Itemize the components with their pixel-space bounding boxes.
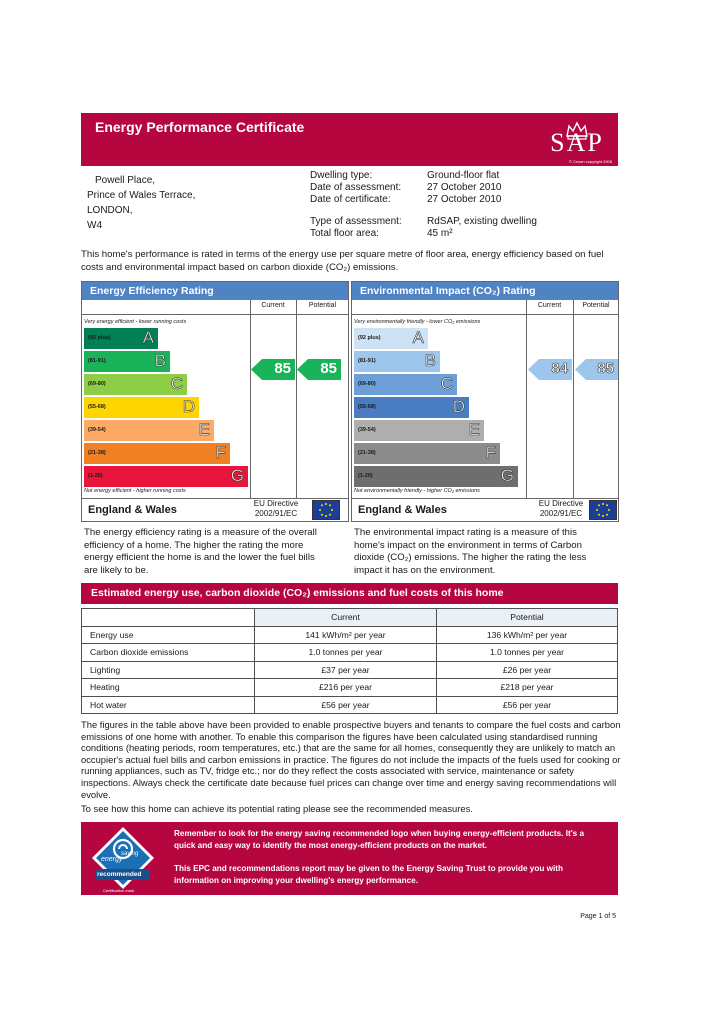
table-row xyxy=(82,679,618,697)
address-line: W4 xyxy=(87,220,102,231)
band-range: (21-38) xyxy=(358,450,376,456)
property-address xyxy=(87,173,195,233)
band-range: (92 plus) xyxy=(358,335,381,341)
current-value: £37 per year xyxy=(255,661,437,679)
date-certificate-label: Date of certificate: xyxy=(310,194,391,205)
figures-explanation: The figures in the table above have been provided to enable prospective buyers and tenants to compare the fuel costs and carbon emissions of one home with another. To enable this comparison the figures have been calculated using standardised running conditions (heating periods, room temperatures, etc.) that are the same for all homes, consequently they are unlikely to match an occupier's actual fuel bills and carbon emissions in practice. The figures do not include the impacts of the fuels used for cooking or running appliances, such as TV, fridge etc.; nor do they reflect the costs associated with service, maintenance or safety inspections. Always check the certificate date because fuel prices can change over time and energy saving recommendations will evolve. xyxy=(81,719,621,800)
band-letter: C xyxy=(170,374,183,393)
eu-flag-icon xyxy=(312,500,340,520)
band-range: (69-80) xyxy=(358,381,376,387)
floor-area-label: Total floor area: xyxy=(310,228,379,239)
table-row xyxy=(82,644,618,662)
rating-band-f xyxy=(84,443,230,464)
date-certificate-value: 27 October 2010 xyxy=(427,194,502,205)
potential-rating-value: 85 xyxy=(597,360,614,377)
top-note: Very energy efficient - lower running costs xyxy=(84,319,187,325)
bottom-note: Not energy efficient - higher running costs xyxy=(84,488,186,494)
column-current-header: Current xyxy=(255,609,437,627)
row-label: Lighting xyxy=(82,661,255,679)
energy-efficiency-panel xyxy=(81,281,349,522)
column-potential-label: Potential xyxy=(308,302,337,309)
current-value: £216 per year xyxy=(255,679,437,697)
band-letter: A xyxy=(412,328,424,347)
rating-band-a xyxy=(84,328,158,349)
panel-title: Energy Efficiency Rating xyxy=(82,282,348,300)
table-header-row xyxy=(82,609,618,627)
column-potential-header: Potential xyxy=(437,609,618,627)
band-letter: E xyxy=(198,420,210,439)
band-letter: E xyxy=(468,420,480,439)
region-label: England & Wales xyxy=(88,504,177,516)
energy-saving-recommended-logo xyxy=(90,825,156,893)
assessment-type-value: RdSAP, existing dwelling xyxy=(427,216,537,227)
band-letter: D xyxy=(452,397,465,416)
page-number: Page 1 of 5 xyxy=(580,913,616,920)
band-range: (39-54) xyxy=(88,427,106,433)
current-value: £56 per year xyxy=(255,696,437,714)
table-row xyxy=(82,626,618,644)
column-current-label: Current xyxy=(537,302,562,309)
potential-rating-value: 85 xyxy=(320,360,337,377)
band-range: (21-38) xyxy=(88,450,106,456)
table-row xyxy=(82,696,618,714)
floor-area-value: 45 m² xyxy=(427,228,453,239)
intro-text: This home's performance is rated in terms of the energy use per square metre of floor area, energy efficiency based on fuel costs and environmental impact based on carbon dioxide (CO₂) emissions. xyxy=(81,249,604,273)
potential-value: £218 per year xyxy=(437,679,618,697)
sap-logo-text: SAP xyxy=(550,128,604,157)
band-range: (55-68) xyxy=(358,404,376,410)
divider xyxy=(352,314,618,315)
costs-section-title: Estimated energy use, carbon dioxide (CO₂) emissions and fuel costs of this home xyxy=(81,583,618,604)
column-potential-label: Potential xyxy=(582,302,610,309)
potential-note: To see how this home can achieve its potential rating please see the recommended measures. xyxy=(81,803,473,814)
potential-rating-arrow xyxy=(575,359,618,380)
row-label: Hot water xyxy=(82,696,255,714)
band-range: (92 plus) xyxy=(88,335,111,341)
band-letter: B xyxy=(424,351,436,370)
address-line: Prince of Wales Terrace, xyxy=(87,190,196,201)
rating-band-g xyxy=(84,466,248,487)
rating-band-d xyxy=(354,397,469,418)
environmental-explanation: The environmental impact rating is a measure of this home's impact on the environment in terms of Carbon dioxide (CO₂) emissions. The higher the rating the less impact it has on the environment. xyxy=(354,527,587,576)
date-assessment-value: 27 October 2010 xyxy=(427,182,502,193)
divider xyxy=(573,300,574,499)
logo-word-recommended: recommended xyxy=(97,871,142,878)
current-value: 1.0 tonnes per year xyxy=(255,644,437,662)
eu-directive: EU Directive 2002/91/EC xyxy=(538,499,584,518)
eu-directive: EU Directive 2002/91/EC xyxy=(253,499,299,518)
date-assessment-label: Date of assessment: xyxy=(310,182,402,193)
logo-word-energy: energy xyxy=(101,856,123,863)
band-range: (69-80) xyxy=(88,381,106,387)
address-line: LONDON, xyxy=(87,205,133,216)
band-range: (1-20) xyxy=(358,473,373,479)
band-letter: F xyxy=(485,443,496,462)
band-range: (39-54) xyxy=(358,427,376,433)
potential-value: 1.0 tonnes per year xyxy=(437,644,618,662)
rating-band-c xyxy=(354,374,457,395)
current-rating-value: 84 xyxy=(551,360,568,377)
band-range: (81-91) xyxy=(358,358,376,364)
dwelling-type-label: Dwelling type: xyxy=(310,170,373,181)
current-rating-arrow xyxy=(528,359,572,380)
row-label: Carbon dioxide emissions xyxy=(82,644,255,662)
rating-band-b xyxy=(84,351,170,372)
energy-saving-banner xyxy=(81,822,618,895)
empty-header-cell xyxy=(82,609,255,627)
current-value: 141 kWh/m² per year xyxy=(255,626,437,644)
potential-value: £26 per year xyxy=(437,661,618,679)
top-note: Very environmentally friendly - lower CO₂ emissions xyxy=(354,319,481,325)
dwelling-type-value: Ground-floor flat xyxy=(427,170,500,181)
address-line: Powell Place, xyxy=(95,175,156,186)
divider xyxy=(82,314,348,315)
band-letter: G xyxy=(230,466,244,485)
epc-sharing-note: This EPC and recommendations report may be given to the Energy Saving Trust to provide you with information on improving your dwelling's energy performance. xyxy=(174,864,563,885)
current-rating-arrow xyxy=(251,359,295,380)
potential-value: 136 kWh/m² per year xyxy=(437,626,618,644)
eu-flag-icon xyxy=(589,500,617,520)
divider xyxy=(250,300,251,499)
rating-band-d xyxy=(84,397,199,418)
rating-band-c xyxy=(84,374,187,395)
potential-rating-arrow xyxy=(297,359,341,380)
efficiency-explanation: The energy efficiency rating is a measure of the overall efficiency of a home. The higher the rating the more energy efficient the home is and the lower the fuel bills are likely to be. xyxy=(84,527,317,576)
band-letter: F xyxy=(215,443,226,462)
band-range: (55-68) xyxy=(88,404,106,410)
certificate-header xyxy=(81,113,618,166)
sap-copyright: © Crown copyright 2005 xyxy=(569,159,612,164)
rating-band-g xyxy=(354,466,518,487)
region-label: England & Wales xyxy=(358,504,447,516)
sap-logo xyxy=(542,116,612,164)
divider xyxy=(526,300,527,499)
panel-title: Environmental Impact (CO₂) Rating xyxy=(352,282,618,300)
band-range: (1-20) xyxy=(88,473,103,479)
band-letter: C xyxy=(440,374,453,393)
current-rating-value: 85 xyxy=(274,360,291,377)
rating-band-e xyxy=(84,420,214,441)
band-letter: A xyxy=(142,328,154,347)
rating-band-f xyxy=(354,443,500,464)
bottom-note: Not environmentally friendly - higher CO₂ emissions xyxy=(354,488,480,494)
logo-word-saving: saving xyxy=(121,851,139,857)
dwelling-details xyxy=(310,170,537,240)
row-label: Heating xyxy=(82,679,255,697)
rating-band-b xyxy=(354,351,440,372)
row-label: Energy use xyxy=(82,626,255,644)
certification-mark-label: Certification mark xyxy=(103,888,135,893)
costs-table xyxy=(81,608,618,714)
rating-band-e xyxy=(354,420,484,441)
band-letter: B xyxy=(154,351,166,370)
band-range: (81-91) xyxy=(88,358,106,364)
certificate-title: Energy Performance Certificate xyxy=(95,119,305,135)
potential-value: £56 per year xyxy=(437,696,618,714)
divider xyxy=(296,300,297,499)
band-letter: D xyxy=(182,397,195,416)
energy-saving-reminder: Remember to look for the energy saving recommended logo when buying energy-efficient products. It's a quick and easy way to identify the most energy-efficient products on the market. xyxy=(174,829,585,850)
rating-band-a xyxy=(354,328,428,349)
column-current-label: Current xyxy=(261,302,285,309)
band-letter: G xyxy=(500,466,514,485)
table-row xyxy=(82,661,618,679)
environmental-impact-panel xyxy=(351,281,619,522)
assessment-type-label: Type of assessment: xyxy=(310,216,402,227)
